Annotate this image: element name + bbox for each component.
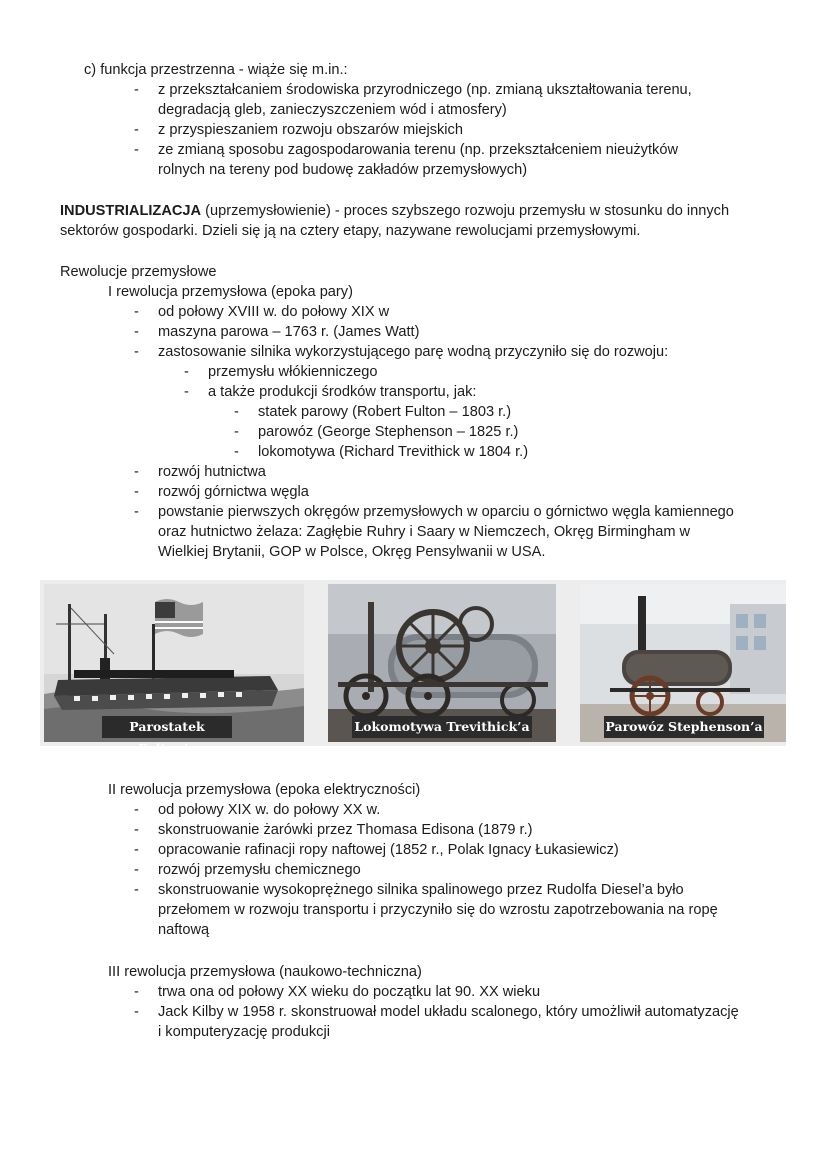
- list-item: skonstruowanie żarówki przez Thomasa Edisona (1879 r.): [158, 822, 533, 838]
- rev3-title: III rewolucja przemysłowa (naukowo-techniczna): [108, 964, 422, 980]
- industrialization-text: (uprzemysłowienie) - proces szybszego rozwoju przemysłu w stosunku do innych: [201, 203, 730, 219]
- list-item: z przyspieszaniem rozwoju obszarów miejskich: [158, 122, 463, 138]
- list-item-continuation: i komputeryzację produkcji: [158, 1024, 330, 1040]
- list-item: od połowy XVIII w. do połowy XIX w: [158, 304, 390, 320]
- rev2-title: II rewolucja przemysłowa (epoka elektryczności): [108, 782, 421, 798]
- industrialization-definition: [60, 201, 729, 221]
- list-item: powstanie pierwszych okręgów przemysłowych w oparciu o górnictwo węgla kamiennego: [158, 504, 734, 520]
- bullet-dash: -: [134, 802, 139, 818]
- list-item: skonstruowanie wysokoprężnego silnika spalinowego przez Rudolfa Diesel’a było: [158, 882, 684, 898]
- sub-sub-list-item: statek parowy (Robert Fulton – 1803 r.): [258, 404, 512, 420]
- bullet-dash: -: [134, 82, 139, 98]
- industrialization-term: INDUSTRIALIZACJA: [60, 203, 202, 219]
- bullet-dash: -: [134, 504, 139, 520]
- bullet-dash: -: [134, 464, 139, 480]
- bullet-dash: -: [234, 424, 239, 440]
- sub-sub-list-item: lokomotywa (Richard Trevithick w 1804 r.): [258, 444, 529, 460]
- photo-caption: Parowóz Stephenson’a: [604, 716, 764, 738]
- bullet-dash: -: [134, 862, 139, 878]
- list-item: ze zmianą sposobu zagospodarowania terenu (np. przekształceniem nieużytków: [158, 142, 678, 158]
- bullet-dash: -: [234, 444, 239, 460]
- photo-caption: Parostatek Fulton’a: [102, 716, 232, 738]
- bullet-dash: -: [134, 344, 139, 360]
- bullet-dash: -: [134, 842, 139, 858]
- bullet-dash: -: [234, 404, 239, 420]
- list-item: rozwój przemysłu chemicznego: [158, 862, 361, 878]
- list-item-continuation: degradacją gleb, zanieczyszczeniem wód i atmosfery): [158, 102, 507, 118]
- steamboat-photo: [44, 584, 304, 756]
- bullet-dash: -: [134, 822, 139, 838]
- list-item: z przekształcaniem środowiska przyrodniczego (np. zmianą ukształtowania terenu,: [158, 82, 692, 98]
- list-item: maszyna parowa – 1763 r. (James Watt): [158, 324, 420, 340]
- bullet-dash: -: [134, 122, 139, 138]
- list-item: zastosowanie silnika wykorzystującego parę wodną przyczyniło się do rozwoju:: [158, 344, 669, 360]
- list-item-continuation: naftową: [158, 922, 210, 938]
- list-item-continuation: Wielkiej Brytanii, GOP w Polsce, Okręg Pensylwanii w USA.: [158, 544, 546, 560]
- list-item: rozwój górnictwa węgla: [158, 484, 309, 500]
- photo-strip: [40, 580, 786, 756]
- bullet-dash: -: [134, 1004, 139, 1020]
- list-item: Jack Kilby w 1958 r. skonstruował model układu scalonego, który umożliwił automatyzację: [158, 1004, 739, 1020]
- trevithick-locomotive-photo: [328, 584, 556, 742]
- sub-list-item: a także produkcji środków transportu, jak:: [208, 384, 477, 400]
- list-item-continuation: przełomem w rozwoju transportu i przyczyniło się do wzrostu zapotrzebowania na ropę: [158, 902, 718, 918]
- list-item-continuation: rolnych na tereny pod budowę zakładów przemysłowych): [158, 162, 528, 178]
- rev1-title: I rewolucja przemysłowa (epoka pary): [108, 284, 353, 300]
- list-item-continuation: oraz hutnictwo żelaza: Zagłębie Ruhry i Saary w Niemczech, Okręg Birmingham w: [158, 524, 691, 540]
- bullet-dash: -: [134, 304, 139, 320]
- list-item: trwa ona od połowy XX wieku do początku lat 90. XX wieku: [158, 984, 541, 1000]
- list-item: rozwój hutnictwa: [158, 464, 266, 480]
- sub-list-item: przemysłu włókienniczego: [208, 364, 378, 380]
- stephenson-locomotive-photo: [580, 584, 786, 742]
- bullet-dash: -: [134, 984, 139, 1000]
- sub-sub-list-item: parowóz (George Stephenson – 1825 r.): [258, 424, 519, 440]
- list-item: od połowy XIX w. do połowy XX w.: [158, 802, 381, 818]
- bullet-dash: -: [134, 142, 139, 158]
- photo-caption: Lokomotywa Trevithick’a: [352, 716, 532, 738]
- industrialization-text-line2: sektorów gospodarki. Dzieli się ją na cztery etapy, nazywane rewolucjami przemysłowymi.: [60, 223, 641, 239]
- revolutions-title: Rewolucje przemysłowe: [60, 264, 217, 280]
- bullet-dash: -: [134, 324, 139, 340]
- section-c-heading: c) funkcja przestrzenna - wiąże się m.in.:: [84, 62, 348, 78]
- list-item: opracowanie rafinacji ropy naftowej (1852 r., Polak Ignacy Łukasiewicz): [158, 842, 619, 858]
- bullet-dash: -: [134, 484, 139, 500]
- bullet-dash: -: [184, 364, 189, 380]
- bullet-dash: -: [134, 882, 139, 898]
- bullet-dash: -: [184, 384, 189, 400]
